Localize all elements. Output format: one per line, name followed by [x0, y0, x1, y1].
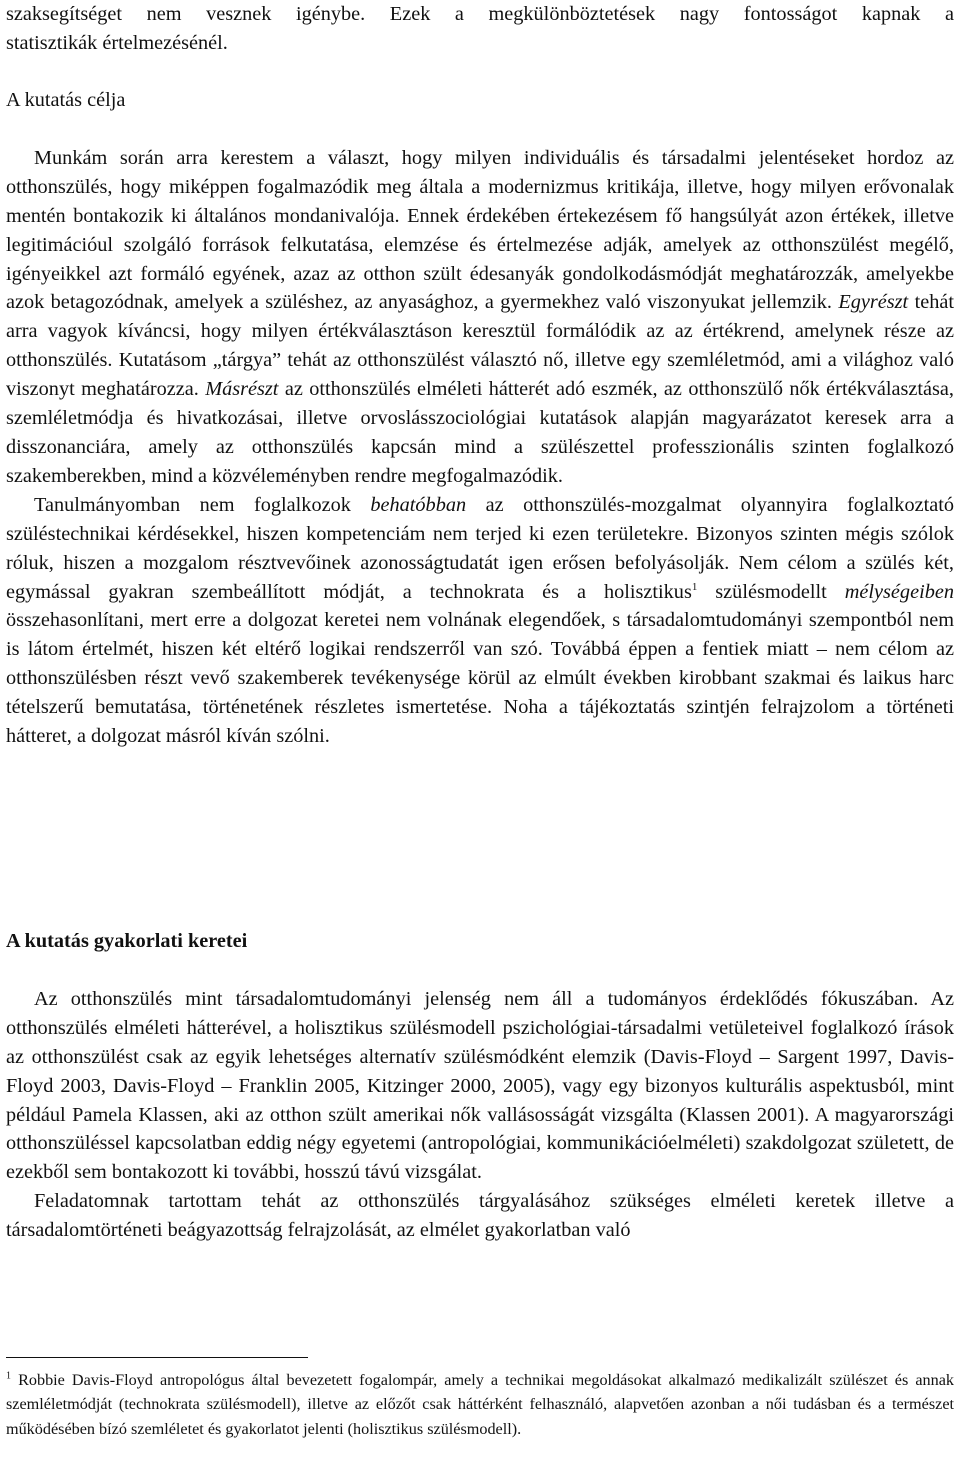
text-run: Tanulmányomban nem foglalkozok	[34, 493, 371, 516]
text-run: tehát arra vagyok kíváncsi, hogy milyen értékválasztáson keresztül formálódik az az értékrend, amelynek része az otthonszülés. Kutatásom „tárgya” tehát az otthonszülést választó nő, illetve egy szemléletmód, ami a világhoz való viszonyt meghatározza.	[6, 291, 955, 401]
section-research-goal	[6, 86, 954, 751]
text-run: az otthonszülés elméleti hátterét adó eszmék, az otthonszülő nők értékválasztása, szemléletmódja és hivatkozásai, illetve orvoslásszociológiai kutatások alapján magyarázatot keresek arra a disszonanciára, amely az otthonszülés kapcsán mind a szülészettel professzionális szinten foglalkozó szakemberekben, mind a közvéleményben rendre megfogalmazódik.	[6, 378, 954, 487]
footnote-text: Robbie Davis-Floyd antropológus által bevezetett fogalompár, amely a technikai megoldásokat alkalmazó medikalizált szülészet és annak szemléletmódját (technokrata szülésmodell), illetve az előzőt csak háttérként felhasználó, alapvetően azonban a női tudásban és a természet működésében bízó szemléletet és gyakorlatot jelenti (holisztikus szülésmodell).	[6, 1371, 954, 1438]
text-run: összehasonlítani, mert erre a dolgozat keretei nem volnának elegendőek, s társadalomtudományi szempontból nem is látom értelmét, hiszen két eltérő logikai rendszerről van szó. Továbbá éppen a fentiek miatt – nem célom az otthonszülésben részt vevő szakemberek tevékenysége körül az elmúlt években kirobbant szakmai és laikus harc tételszerű bemutatása, történetének részletes ismertetése. Noha a tájékoztatás szintjén felrajzolom a történeti hátteret, a dolgozat másról kíván szólni.	[6, 609, 954, 748]
intro-paragraph	[6, 0, 954, 58]
footnote-divider	[6, 1357, 308, 1358]
emphasis-text: behatóbban	[370, 493, 467, 516]
footnote-number: 1	[6, 1370, 11, 1382]
section-heading-practical-framework: A kutatás gyakorlati keretei	[6, 930, 248, 952]
section-practical-framework	[6, 927, 954, 1245]
emphasis-text: mélységeiben	[844, 580, 954, 603]
emphasis-text: Másrészt	[205, 378, 279, 401]
paragraph-research-goal-1	[6, 144, 954, 491]
section-heading-research-goal: A kutatás célja	[6, 89, 126, 111]
emphasis-text: Egyrészt	[838, 291, 909, 314]
text-run: szülésmodellt	[697, 580, 845, 603]
paragraph-research-goal-2	[6, 491, 954, 751]
footnote	[6, 1368, 954, 1441]
text-run: Munkám során arra kerestem a választ, hogy milyen individuális és társadalmi jelentéseket hordoz az otthonszülés, hogy miképpen fogalmazódik meg általa a modernizmus kritikája, illetve, hogy milyen erővonalak mentén bontakozik ki általános mondanivalója. Ennek érdekében értekezésem fő hangsúlyát azon értékek, illetve legitimációul szolgáló források felkutatása, elemzése és értelmezése adják, amelyek az otthonszülést megélő, igényeikkel azt formáló egyének, azaz az otthon szült édesanyák gondolkodásmódját meghatározzák, amelyekbe azok betagozódnak, amelyek a szüléshez, az anyasághoz, a gyermekhez való viszonyukat jellemzik.	[6, 146, 954, 314]
footnote-reference[interactable]: 1	[691, 580, 698, 593]
text-run: az otthonszülés-mozgalmat olyannyira foglalkoztató szüléstechnikai kérdésekkel, hiszen kompetenciám nem terjed ki ezen területekre. Bizonyos szinten mégis szólok róluk, hiszen a mozgalom résztvevőinek azonosságtudatát igen erősen befolyásolják. Nem célom a szülés két, egymással gyakran szembeállított módját, a technokrata és a holisztikus	[6, 493, 954, 603]
paragraph-practical-framework-1: Az otthonszülés mint társadalomtudományi jelenség nem áll a tudományos érdeklődés fókuszában. Az otthonszülés elméleti hátterével, a holisztikus szülésmodell pszichológiai-társadalmi vetületeivel foglalkozó írások az otthonszülést csak az egyik lehetséges alternatív szülésmódként elemzik (Davis-Floyd – Sargent 1997, Davis-Floyd 2003, Davis-Floyd – Franklin 2005, Kitzinger 2000, 2005), vagy egy bizonyos kulturális aspektusból, mint például Pamela Klassen, aki az otthon szült amerikai nők vallásosságát vizsgálta (Klassen 2001). A magyarországi otthonszüléssel kapcsolatban eddig négy egyetemi (antropológiai, kommunikációelméleti) szakdolgozat született, de ezekből sem bontakozott ki további, hosszú távú vizsgálat.	[6, 987, 954, 1184]
intro-line-2: statisztikák értelmezésénél.	[6, 31, 228, 54]
paragraph-practical-framework-2: Feladatomnak tartottam tehát az otthonszülés tárgyalásához szükséges elméleti keretek illetve a társadalomtörténeti beágyazottság felrajzolását, az elmélet gyakorlatban való	[6, 1190, 954, 1242]
intro-line-1: szaksegítséget nem vesznek igénybe. Ezek a megkülönböztetések nagy fontosságot kapnak a	[6, 3, 954, 25]
